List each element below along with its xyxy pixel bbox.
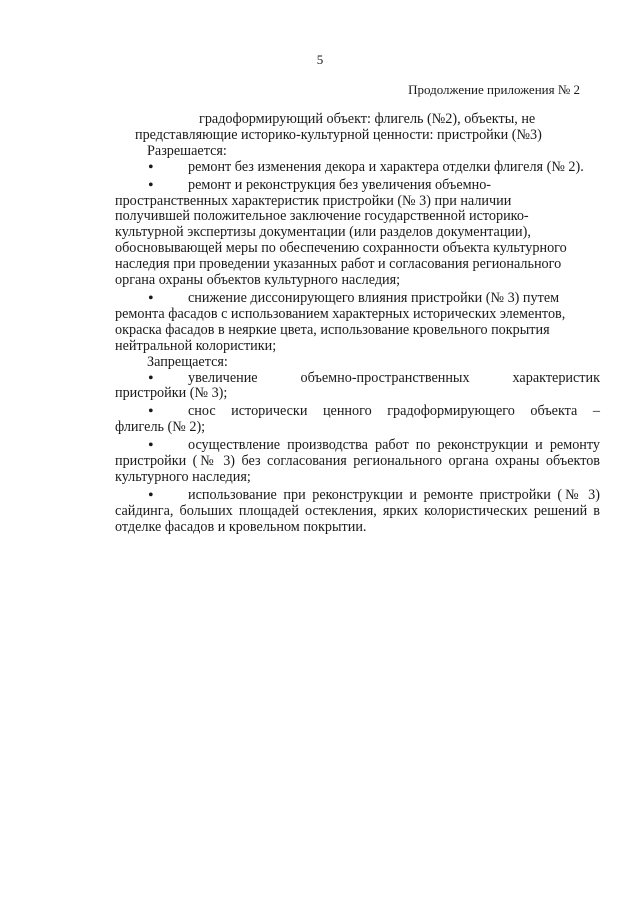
bullet-icon: • bbox=[148, 403, 154, 421]
forbidden-heading: Запрещается: bbox=[147, 353, 228, 370]
allowed-item-text: нейтральной колористики; bbox=[115, 337, 277, 354]
bullet-icon: • bbox=[148, 437, 154, 455]
allowed-item-text: ремонта фасадов с использованием характерных исторических элементов, bbox=[115, 305, 566, 322]
allowed-item bbox=[115, 178, 600, 289]
page-number: 5 bbox=[316, 52, 324, 67]
forbidden-item-text: снос исторически ценного градоформирующего объекта – bbox=[188, 403, 600, 420]
bullet-icon: • bbox=[148, 486, 154, 504]
forbidden-item-text: культурного наследия; bbox=[115, 468, 251, 485]
forbidden-item-text: отделке фасадов и кровельном покрытии. bbox=[115, 518, 367, 535]
forbidden-list bbox=[115, 371, 600, 536]
forbidden-item-text: пристройки (№ 3); bbox=[115, 385, 228, 402]
allowed-item-text: пространственных характеристик пристройки (№ 3) при наличии bbox=[115, 192, 512, 209]
allowed-item-text: органа охраны объектов культурного наследия; bbox=[115, 272, 401, 289]
allowed-item bbox=[115, 160, 600, 176]
forbidden-item-text: осуществление производства работ по реконструкции и ремонту bbox=[188, 437, 600, 454]
forbidden-item-text: использование при реконструкции и ремонте пристройки (№ 3) bbox=[188, 486, 600, 503]
allowed-item-text: ремонт без изменения декора и характера отделки флигеля (№ 2). bbox=[188, 158, 584, 175]
allowed-item-text: обосновывающей меры по обеспечению сохранности объекта культурного bbox=[115, 240, 567, 257]
allowed-item bbox=[115, 291, 600, 355]
forbidden-item bbox=[115, 404, 600, 436]
title-line-2: представляющие историко-культурной ценности: пристройки (№3) bbox=[135, 126, 542, 143]
allowed-item-text: наследия при проведении указанных работ и согласования регионального bbox=[115, 256, 562, 273]
forbidden-item bbox=[115, 371, 600, 403]
title-line-1: градоформирующий объект: флигель (№2), объекты, не bbox=[199, 111, 536, 127]
forbidden-item-text: сайдинга, больших площадей остекления, ярких колористических решений в bbox=[115, 502, 600, 519]
appendix-note: Продолжение приложения № 2 bbox=[408, 82, 580, 97]
bullet-icon: • bbox=[148, 289, 154, 307]
bullet-icon: • bbox=[148, 158, 154, 176]
allowed-item-text: культурной экспертизы документации (или разделов документации), bbox=[115, 224, 531, 241]
document-body bbox=[115, 112, 600, 536]
allowed-list bbox=[115, 160, 600, 355]
bullet-icon: • bbox=[148, 176, 154, 194]
allowed-item-text: ремонт и реконструкция без увеличения объемно- bbox=[188, 176, 492, 193]
allowed-item-text: снижение диссонирующего влияния пристройки (№ 3) путем bbox=[188, 289, 560, 306]
forbidden-item-text: флигель (№ 2); bbox=[115, 419, 206, 436]
forbidden-item-text: увеличение объемно-пространственных характеристик bbox=[188, 369, 600, 386]
forbidden-item bbox=[115, 488, 600, 536]
allowed-heading: Разрешается: bbox=[147, 142, 227, 159]
bullet-icon: • bbox=[148, 369, 154, 387]
allowed-item-text: получившей положительное заключение государственной историко- bbox=[115, 208, 529, 225]
allowed-item-text: окраска фасадов в неяркие цвета, использование кровельного покрытия bbox=[115, 321, 550, 338]
forbidden-item-text: пристройки (№ 3) без согласования регионального органа охраны объектов bbox=[115, 453, 600, 470]
forbidden-item bbox=[115, 438, 600, 486]
